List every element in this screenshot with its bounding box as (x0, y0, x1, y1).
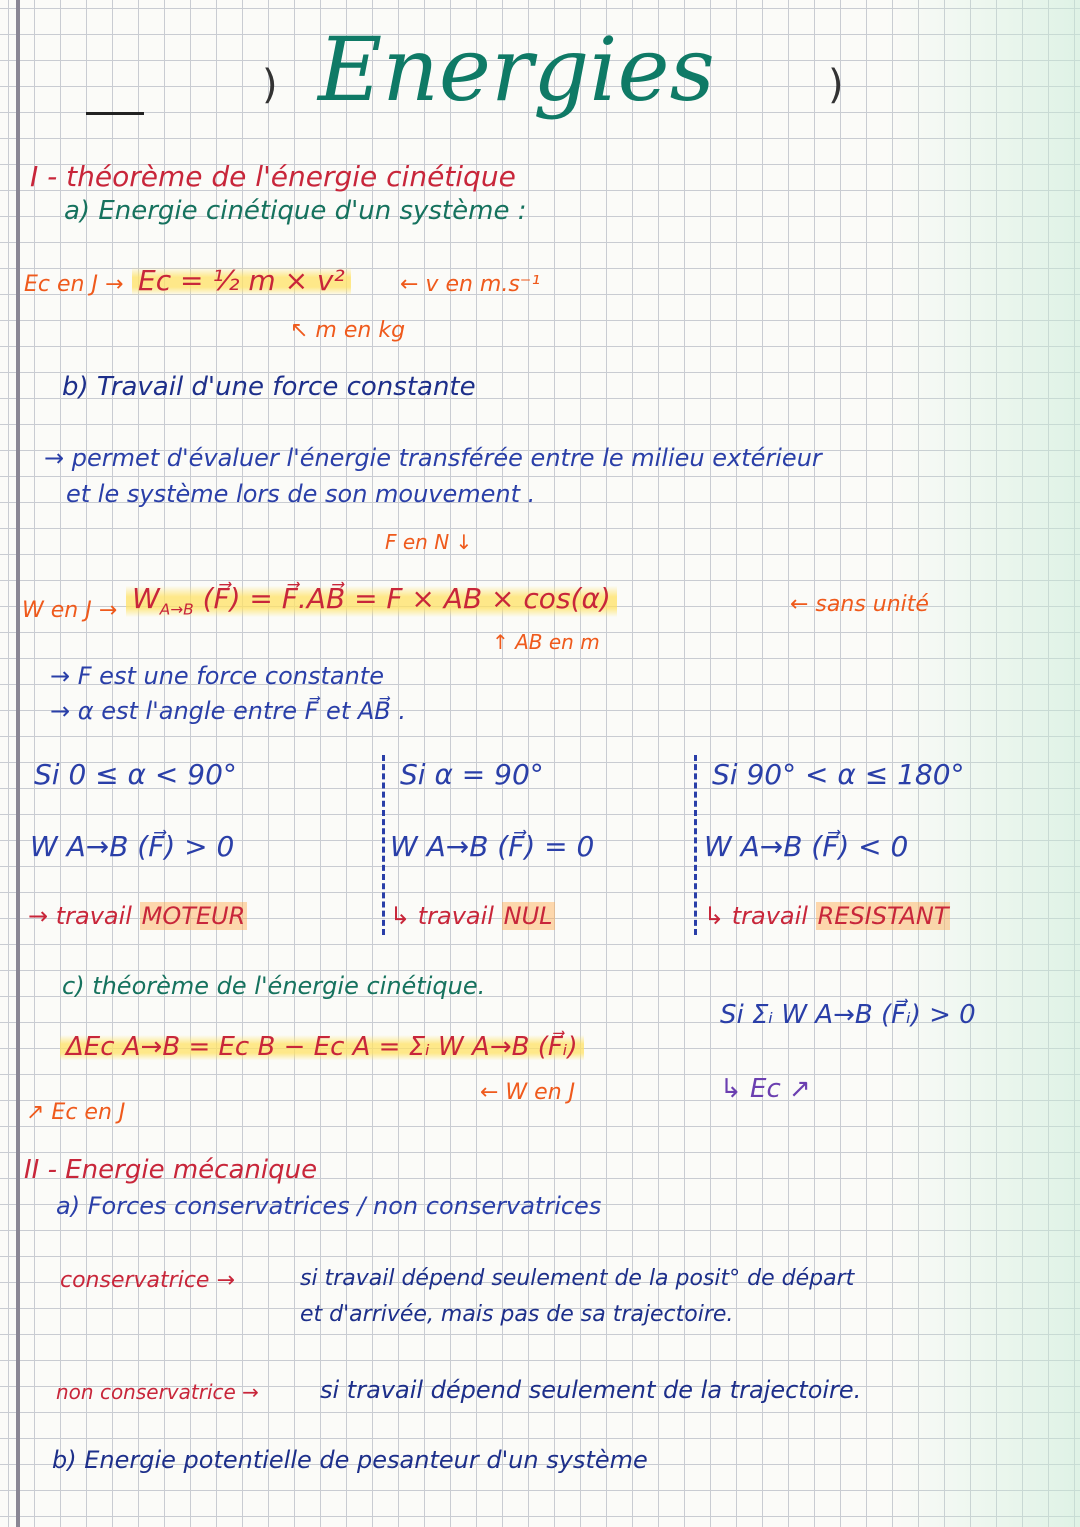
note-angle: → α est l'angle entre F⃗ et AB⃗ . (50, 697, 407, 725)
ec-increases: ↳ Ec ↗ (720, 1074, 811, 1104)
ec-unit-label: Ec en J → (24, 272, 124, 297)
conservative-label: conservatrice → (60, 1268, 235, 1293)
case-result: → travail MOTEUR (28, 902, 246, 930)
conservative-def-line1: si travail dépend seulement de la posit° de départ (300, 1266, 855, 1291)
case-work: W A→B (F⃗) > 0 (30, 830, 235, 863)
section1b-heading: b) Travail d'une force constante (62, 372, 476, 402)
case-result: ↳ travail RESISTANT (704, 902, 949, 930)
decorative-parenthesis: ) (828, 62, 844, 108)
kinetic-energy-theorem-formula: ΔEc A→B = Ec B − Ec A = Σᵢ W A→B (F⃗ᵢ) (60, 1032, 584, 1062)
case-condition: Si 0 ≤ α < 90° (34, 758, 237, 791)
ec-unit-label-2: ↗ Ec en J (26, 1100, 126, 1125)
conservative-def-line2: et d'arrivée, mais pas de sa trajectoire. (300, 1302, 734, 1327)
decorative-dash (86, 112, 144, 115)
case-condition: Si 90° < α ≤ 180° (712, 758, 965, 791)
work-description-line1: → permet d'évaluer l'énergie transférée entre le milieu extérieur (44, 444, 822, 472)
case-result: ↳ travail NUL (390, 902, 553, 930)
column-divider (382, 755, 385, 935)
section1c-heading: c) théorème de l'énergie cinétique. (62, 972, 486, 1000)
case-condition: Si α = 90° (400, 758, 544, 791)
decorative-parenthesis: ) (262, 62, 278, 108)
work-formula: $W_{A\to B}$ (F⃗) = F⃗.AB⃗ = F × AB × cos(α) (126, 582, 617, 619)
nonconservative-def: si travail dépend seulement de la trajectoire. (320, 1376, 862, 1404)
m-unit-label: ↖ m en kg (290, 318, 406, 343)
kinetic-energy-formula: Ec = ½ m × v² (132, 264, 351, 297)
f-unit-label: F en N ↓ (385, 530, 473, 554)
case-work: W A→B (F⃗) = 0 (390, 830, 595, 863)
section2-heading: II - Energie mécanique (24, 1155, 318, 1185)
sum-work-condition: Si Σᵢ W A→B (F⃗ᵢ) > 0 (720, 1000, 976, 1030)
section1-heading: I - théorème de l'énergie cinétique (30, 160, 516, 193)
note-constant-force: → F est une force constante (50, 662, 384, 690)
work-description-line2: et le système lors de son mouvement . (66, 480, 536, 508)
case-work: W A→B (F⃗) < 0 (704, 830, 909, 863)
w-unit-label: W en J → (22, 598, 118, 623)
page-margin-line (16, 0, 20, 1527)
page-title: Energies (318, 18, 715, 121)
ab-unit-label: ↑ AB en m (492, 630, 600, 654)
section2a-heading: a) Forces conservatrices / non conservatrices (56, 1192, 602, 1220)
w-unit-label-2: ← W en J (480, 1080, 576, 1105)
section2b-heading: b) Energie potentielle de pesanteur d'un système (52, 1446, 648, 1474)
section1a-heading: a) Energie cinétique d'un système : (64, 196, 527, 226)
column-divider (694, 755, 697, 935)
v-unit-label: ← v en m.s⁻¹ (400, 272, 541, 297)
nonconservative-label: non conservatrice → (56, 1380, 259, 1404)
cos-unit-label: ← sans unité (790, 592, 929, 617)
